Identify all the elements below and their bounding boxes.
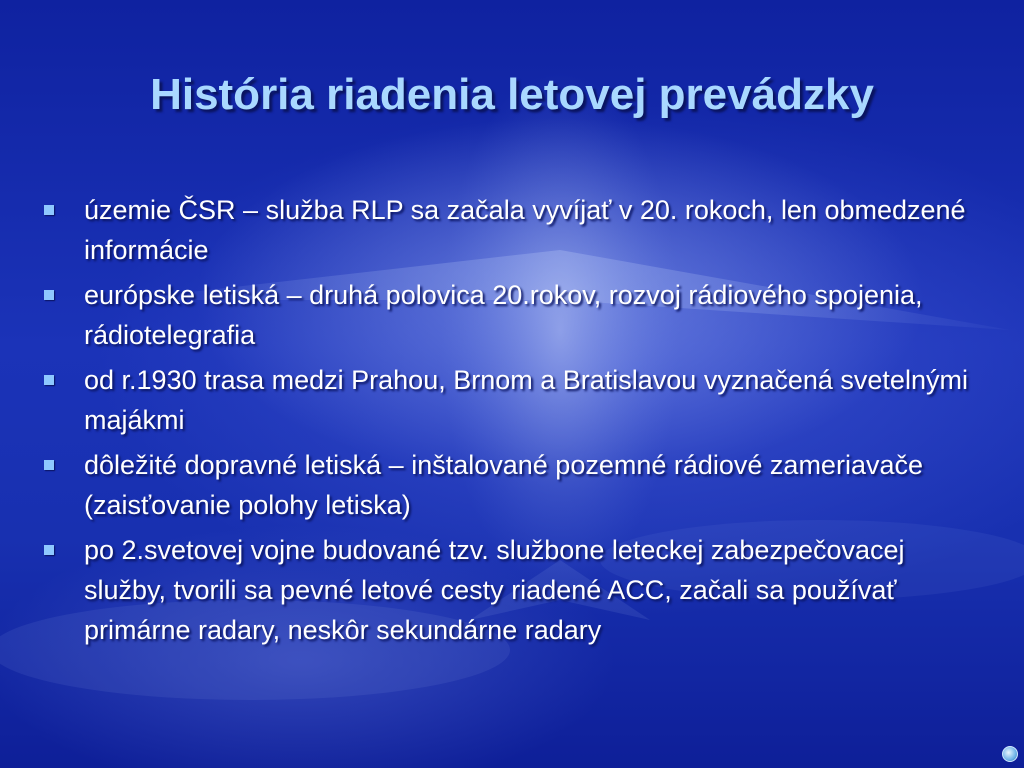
bullet-text: po 2.svetovej vojne budované tzv. službone leteckej zabezpečovacej služby, tvorili sa pevné letové cesty riadené ACC, začali sa používať primárne radary, neskôr sekundárne radary bbox=[84, 535, 905, 645]
bullet-text: územie ČSR – služba RLP sa začala vyvíjať v 20. rokoch, len obmedzené informácie bbox=[84, 195, 966, 265]
bullet-square-icon bbox=[44, 290, 54, 300]
bullet-text: dôležité dopravné letiská – inštalované pozemné rádiové zameriavače (zaisťovanie polohy letiska) bbox=[84, 450, 923, 520]
bullet-square-icon bbox=[44, 375, 54, 385]
bullet-square-icon bbox=[44, 205, 54, 215]
bullet-text: európske letiská – druhá polovica 20.rokov, rozvoj rádiového spojenia, rádiotelegrafia bbox=[84, 280, 923, 350]
bullet-item bbox=[40, 190, 990, 270]
bullet-item bbox=[40, 275, 990, 355]
bullet-text: od r.1930 trasa medzi Prahou, Brnom a Bratislavou vyznačená svetelnými majákmi bbox=[84, 365, 968, 435]
bullet-square-icon bbox=[44, 545, 54, 555]
bullet-square-icon bbox=[44, 460, 54, 470]
navigation-icon[interactable] bbox=[1002, 746, 1018, 762]
bullet-list bbox=[40, 190, 990, 655]
slide-title: História riadenia letovej prevádzky bbox=[150, 70, 874, 119]
bullet-item bbox=[40, 445, 990, 525]
bullet-item bbox=[40, 530, 990, 650]
bullet-item bbox=[40, 360, 990, 440]
